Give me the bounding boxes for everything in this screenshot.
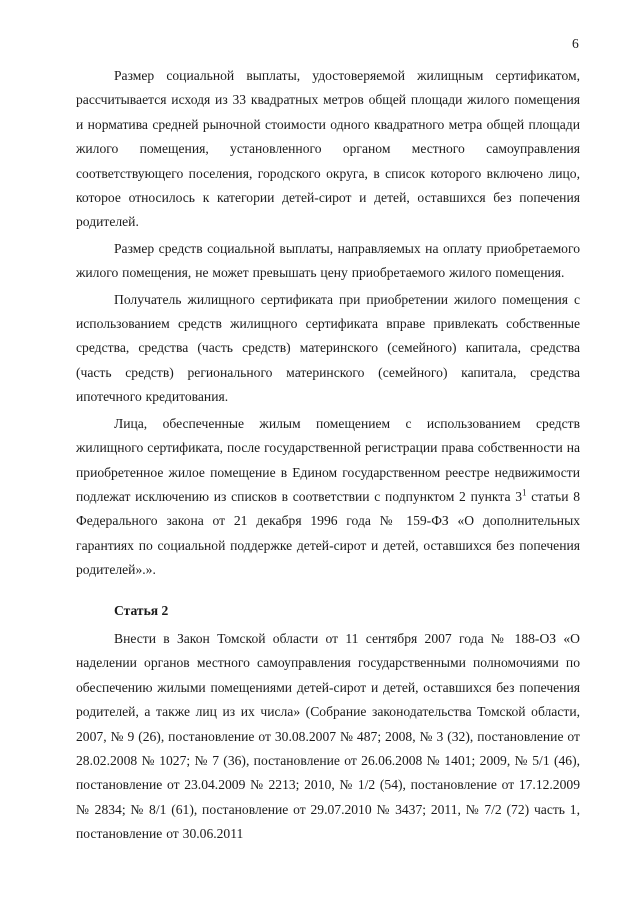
paragraph-exclusion-from-lists xyxy=(76,412,580,583)
document-body xyxy=(76,64,580,849)
page-number: 6 xyxy=(572,36,579,51)
paragraph-payment-limit: Размер средств социальной выплаты, направляемых на оплату приобретаемого жилого помещения, не может превышать цену приобретаемого жилого помещения. xyxy=(76,240,580,281)
paragraph-exclusion-text-end: статьи 8 Федерального закона от 21 декабря 1996 года № 159-ФЗ «О дополнительных гарантиях по социальной поддержке детей-сирот и детей, оставшихся без попечения родителей».». xyxy=(76,488,580,578)
paragraph-social-payment-size: Размер социальной выплаты, удостоверяемой жилищным сертификатом, рассчитывается исходя из 33 квадратных метров общей площади жилого помещения и норматива средней рыночной стоимости одного квадратного метра общей площади жилого помещения, установленного органом местного самоуправления соответствующего поселения, городского округа, в список которого включено лицо, которое относилось к категории детей-сирот и детей, оставшихся без попечения родителей. xyxy=(76,68,580,230)
article-2-paragraph: Внести в Закон Томской области от 11 сентября 2007 года № 188-ОЗ «О наделении органов местного самоуправления государственными полномочиями по обеспечению жилыми помещениями детей-сирот и детей, оставшихся без попечения родителей, а также лиц из их числа» (Собрание законодательства Томской области, 2007, № 9 (26), постановление от 30.08.2007 № 487; 2008, № 3 (32), постановление от 28.02.2008 № 1027; № 7 (36), постановление от 26.06.2008 № 1401; 2009, № 5/1 (46), постановление от 23.04.2009 № 2213; 2010, № 1/2 (54), постановление от 17.12.2009 № 2834; № 8/1 (61), постановление от 29.07.2010 № 3437; 2011, № 7/2 (72) часть 1, постановление от 30.06.2011 xyxy=(76,630,580,842)
superscript-reference: 1 xyxy=(522,487,527,498)
paragraph-certificate-recipient: Получатель жилищного сертификата при приобретении жилого помещения с использованием средств жилищного сертификата вправе привлекать собственные средства, средства (часть средств) материнского (семейного) капитала, средства (часть средств) регионального материнского (семейного) капитала, средства ипотечного кредитования. xyxy=(76,291,580,405)
article-2-heading: Статья 2 xyxy=(114,602,169,618)
paragraph-exclusion-text-start: Лица, обеспеченные жилым помещением с использованием средств жилищного сертификата, после государственной регистрации права собственности на приобретенное жилое помещение в Едином государственном реестре недвижимости подлежат исключению из списков в соответствии с подпунктом 2 пункта 3 xyxy=(76,415,580,504)
